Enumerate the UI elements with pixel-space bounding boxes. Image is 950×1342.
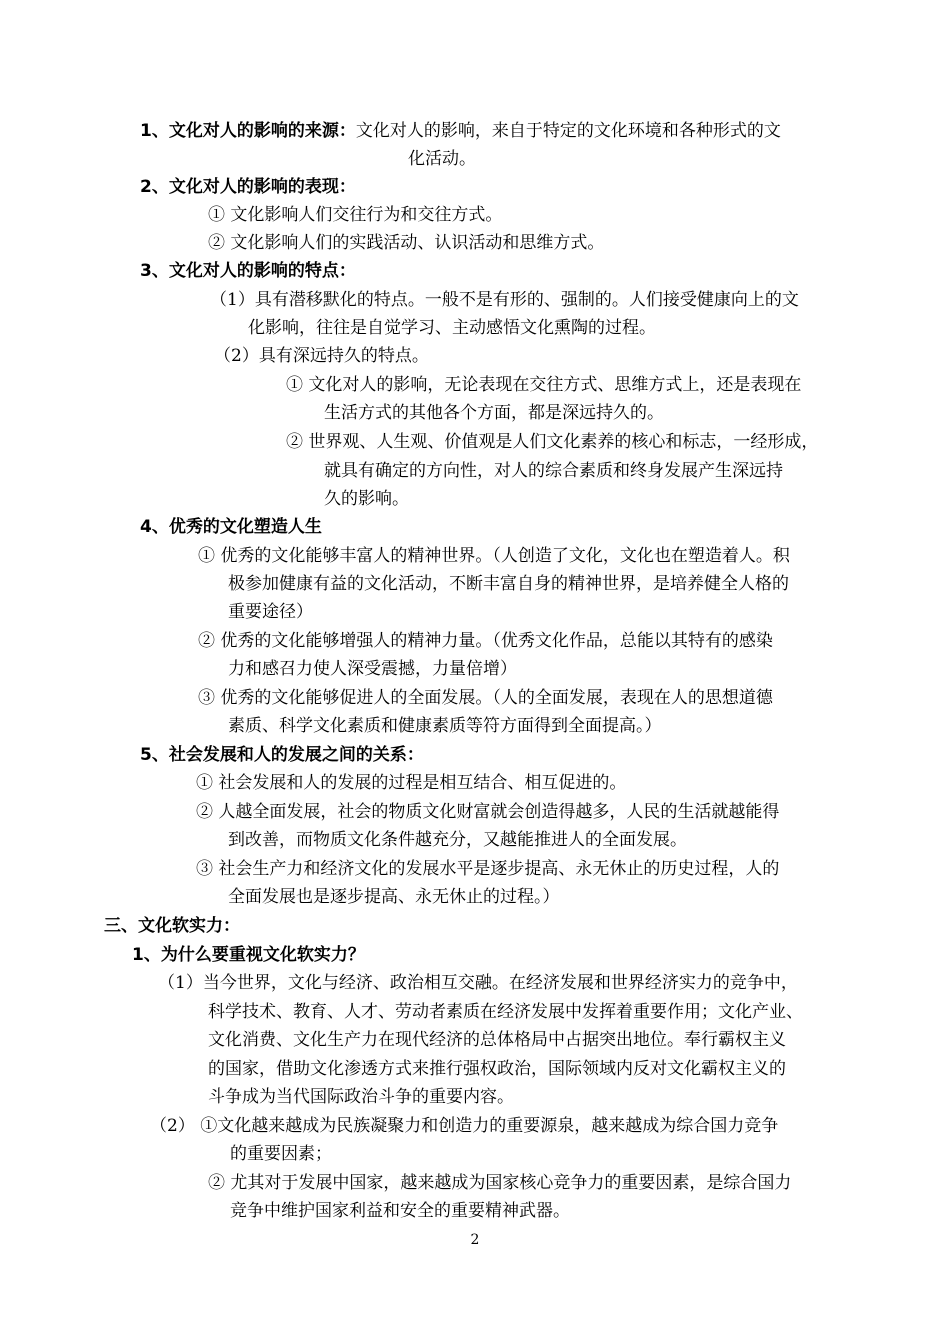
section-1-line-2: 化活动。 — [408, 149, 476, 169]
chapter-3-point-2-line-1: （2） ①文化越来越成为民族凝聚力和创造力的重要源泉，越来越成为综合国力竞争 — [150, 1116, 779, 1136]
section-3-point-1-line-1: （1）具有潜移默化的特点。一般不是有形的、强制的。人们接受健康向上的文 — [210, 290, 799, 310]
chapter-3-point-2-line-4: 竞争中维护国家利益和安全的重要精神武器。 — [230, 1201, 570, 1221]
section-5-item-3-line-1: ③ 社会生产力和经济文化的发展水平是逐步提高、永无休止的历史过程，人的 — [196, 859, 780, 879]
section-1-line-1 — [140, 118, 781, 144]
section-4-heading: 4、优秀的文化塑造人生 — [140, 517, 322, 537]
section-3-sub-2-line-1: ② 世界观、人生观、价值观是人们文化素养的核心和标志，一经形成， — [286, 432, 819, 452]
section-3-sub-1-line-2: 生活方式的其他各个方面，都是深远持久的。 — [324, 403, 664, 423]
chapter-3-point-1-line-4: 的国家，借助文化渗透方式来推行强权政治，国际领域内反对文化霸权主义的 — [208, 1059, 786, 1079]
section-4-item-3-line-2: 素质、科学文化素质和健康素质等符方面得到全面提高。） — [228, 716, 662, 736]
chapter-3-point-2-line-2: 的重要因素； — [230, 1144, 332, 1164]
section-5-heading: 5、社会发展和人的发展之间的关系： — [140, 745, 424, 765]
section-3-point-1-line-2: 化影响，往往是自觉学习、主动感悟文化熏陶的过程。 — [248, 318, 656, 338]
page-number: 2 — [470, 1232, 480, 1248]
section-5-item-2-line-2: 到改善，而物质文化条件越充分，又越能推进人的全面发展。 — [228, 830, 687, 850]
section-3-sub-2-line-2: 就具有确定的方向性，对人的综合素质和终身发展产生深远持 — [324, 461, 783, 481]
section-4-item-1-line-2: 极参加健康有益的文化活动，不断丰富自身的精神世界，是培养健全人格的 — [228, 574, 789, 594]
section-2-item-2: ② 文化影响人们的实践活动、认识活动和思维方式。 — [208, 233, 605, 253]
chapter-3-point-1-line-3: 文化消费、文化生产力在现代经济的总体格局中占据突出地位。奉行霸权主义 — [208, 1030, 786, 1050]
section-3-point-2: （2）具有深远持久的特点。 — [214, 346, 429, 366]
section-3-sub-2-line-3: 久的影响。 — [324, 489, 409, 509]
section-3-heading: 3、文化对人的影响的特点： — [140, 261, 356, 281]
chapter-3-question-1: 1、为什么要重视文化软实力？ — [132, 945, 365, 965]
section-2-heading: 2、文化对人的影响的表现： — [140, 177, 356, 197]
section-4-item-2-line-2: 力和感召力使人深受震撼，力量倍增） — [228, 659, 517, 679]
section-5-item-1: ① 社会发展和人的发展的过程是相互结合、相互促进的。 — [196, 773, 627, 793]
chapter-3-point-2-line-3: ② 尤其对于发展中国家，越来越成为国家核心竞争力的重要因素，是综合国力 — [208, 1173, 792, 1193]
chapter-3-point-1-line-5: 斗争成为当代国际政治斗争的重要内容。 — [208, 1087, 514, 1107]
section-1-heading: 1、文化对人的影响的来源： — [140, 121, 356, 141]
section-1-text: 文化对人的影响，来自于特定的文化环境和各种形式的文 — [355, 121, 781, 141]
section-4-item-1-line-3: 重要途径） — [228, 602, 313, 622]
section-4-item-2-line-1: ② 优秀的文化能够增强人的精神力量。（优秀文化作品，总能以其特有的感染 — [198, 631, 773, 651]
section-3-sub-1-line-1: ① 文化对人的影响，无论表现在交往方式、思维方式上，还是表现在 — [286, 375, 802, 395]
chapter-3-heading: 三、文化软实力： — [104, 916, 240, 936]
section-4-item-3-line-1: ③ 优秀的文化能够促进人的全面发展。（人的全面发展，表现在人的思想道德 — [198, 688, 773, 708]
section-4-item-1-line-1: ① 优秀的文化能够丰富人的精神世界。（人创造了文化，文化也在塑造着人。积 — [198, 546, 790, 566]
chapter-3-point-1-line-1: （1）当今世界，文化与经济、政治相互交融。在经济发展和世界经济实力的竞争中， — [158, 973, 798, 993]
section-2-item-1: ① 文化影响人们交往行为和交往方式。 — [208, 205, 503, 225]
section-5-item-3-line-2: 全面发展也是逐步提高、永无休止的过程。） — [228, 887, 560, 907]
chapter-3-point-1-line-2: 科学技术、教育、人才、劳动者素质在经济发展中发挥着重要作用；文化产业、 — [208, 1002, 803, 1022]
section-5-item-2-line-1: ② 人越全面发展，社会的物质文化财富就会创造得越多，人民的生活就越能得 — [196, 802, 780, 822]
